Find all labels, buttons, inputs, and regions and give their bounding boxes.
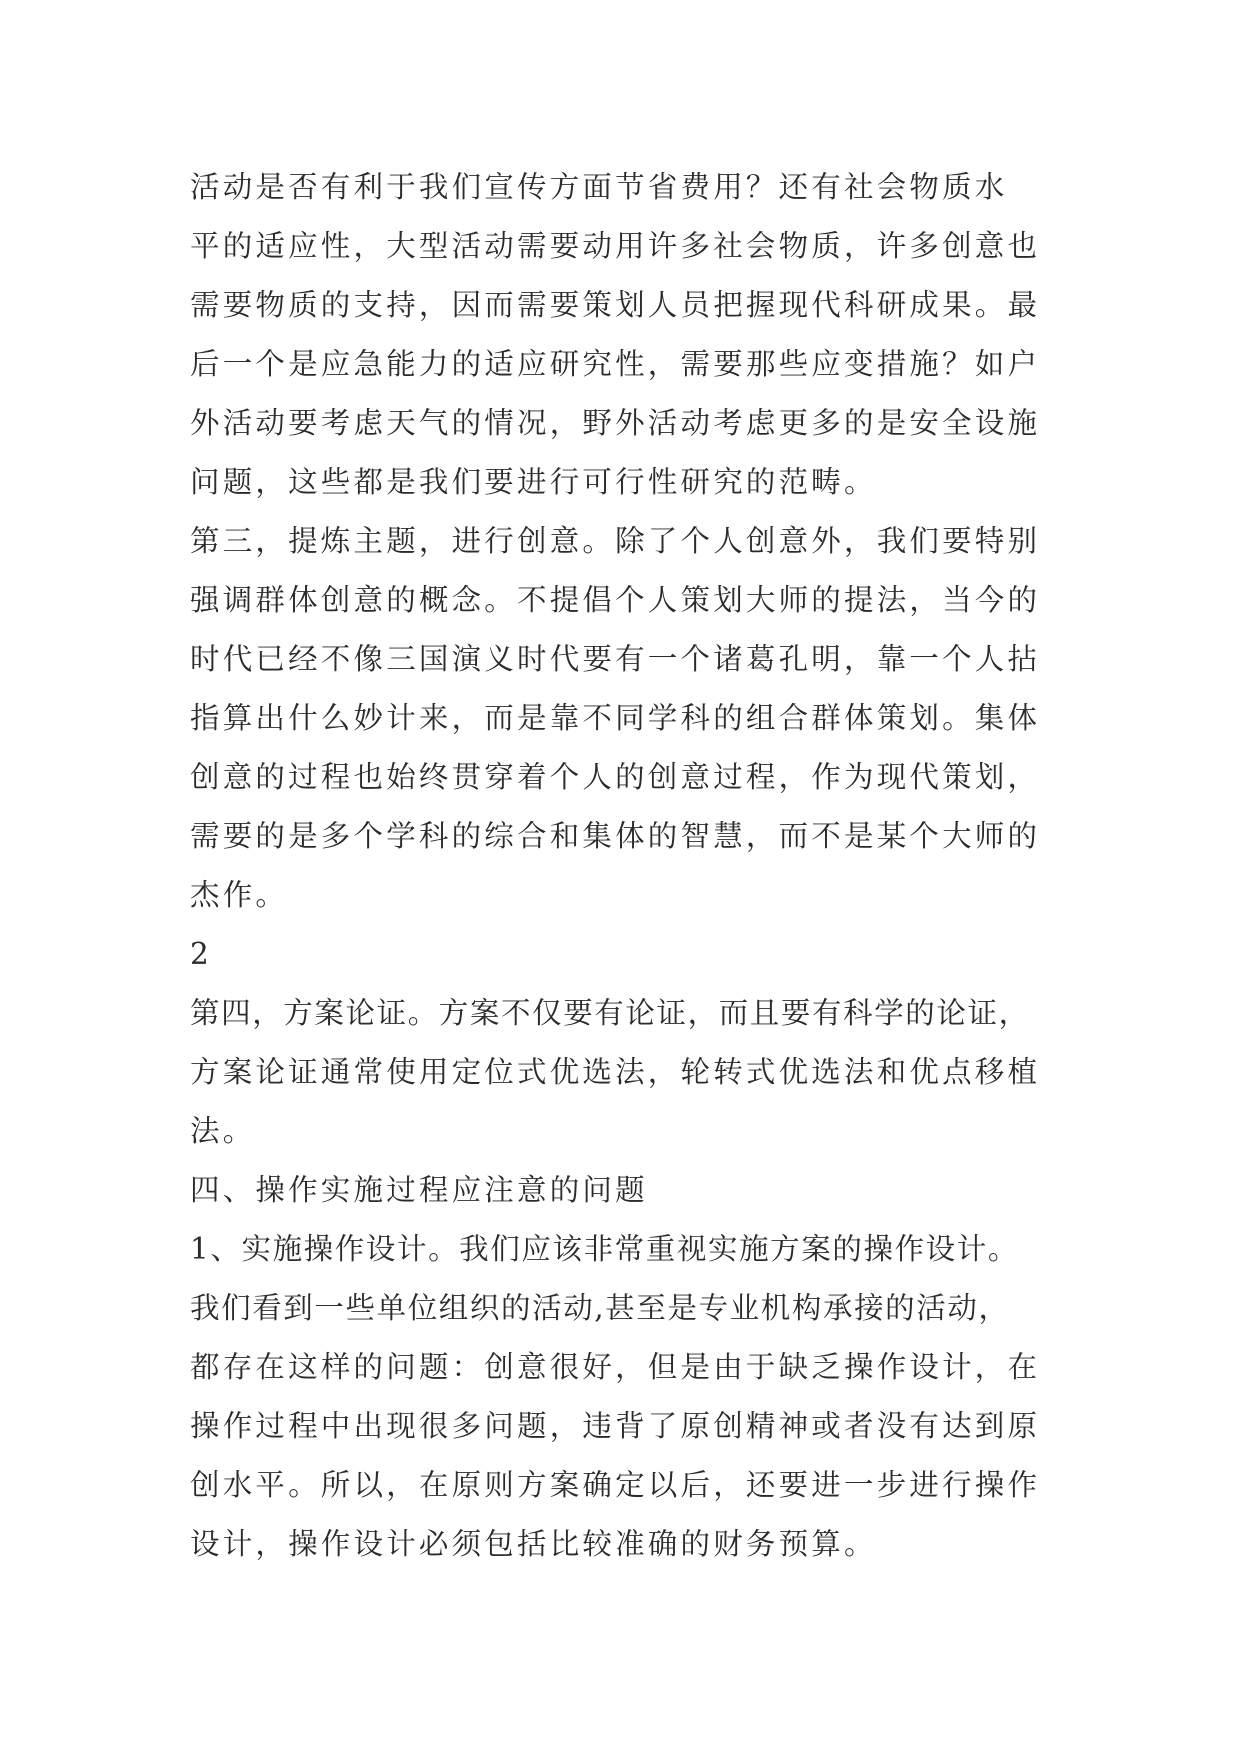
text-line: 法。 — [190, 1114, 256, 1148]
text-line: 需要的是多个学科的综合和集体的智慧，而不是某个大师的 — [190, 819, 1041, 853]
text-line: 设计，操作设计必须包括比较准确的财务预算。 — [190, 1527, 877, 1561]
text-line: 外活动要考虑天气的情况，野外活动考虑更多的是安全设施 — [190, 406, 1041, 440]
text-line: 第四，方案论证。方案不仅要有论证，而且要有科学的论证， — [190, 996, 1030, 1030]
text-line: 方案论证通常使用定位式优选法，轮转式优选法和优点移植 — [190, 1055, 1041, 1089]
text-line: 都存在这样的问题：创意很好，但是由于缺乏操作设计，在 — [190, 1350, 1041, 1384]
text-line: 时代已经不像三国演义时代要有一个诸葛孔明，靠一个人拈 — [190, 642, 1041, 676]
text-line: 创意的过程也始终贯穿着个人的创意过程，作为现代策划， — [190, 760, 1041, 794]
text-line: 杰作。 — [190, 878, 289, 912]
text-line: 活动是否有利于我们宣传方面节省费用？还有社会物质水 — [190, 170, 1008, 204]
section-heading: 四、操作实施过程应注意的问题 — [190, 1173, 648, 1207]
text-line: 问题，这些都是我们要进行可行性研究的范畴。 — [190, 465, 877, 499]
text-line: 我们看到一些单位组织的活动,甚至是专业机构承接的活动， — [190, 1291, 1010, 1325]
text-line: 强调群体创意的概念。不提倡个人策划大师的提法，当今的 — [190, 583, 1041, 617]
page-number: 2 — [190, 937, 212, 971]
text-line: 创水平。所以，在原则方案确定以后，还要进一步进行操作 — [190, 1468, 1041, 1502]
text-line: 指算出什么妙计来，而是靠不同学科的组合群体策划。集体 — [190, 701, 1041, 735]
text-line: 1、实施操作设计。我们应该非常重视实施方案的操作设计。 — [190, 1232, 1019, 1266]
document-body — [190, 158, 1060, 1574]
text-line: 后一个是应急能力的适应研究性，需要那些应变措施？如户 — [190, 347, 1041, 381]
text-line: 第三，提炼主题，进行创意。除了个人创意外，我们要特别 — [190, 524, 1041, 558]
text-line: 操作过程中出现很多问题，违背了原创精神或者没有达到原 — [190, 1409, 1041, 1443]
text-line: 需要物质的支持，因而需要策划人员把握现代科研成果。最 — [190, 288, 1041, 322]
text-line: 平的适应性，大型活动需要动用许多社会物质，许多创意也 — [190, 229, 1041, 263]
